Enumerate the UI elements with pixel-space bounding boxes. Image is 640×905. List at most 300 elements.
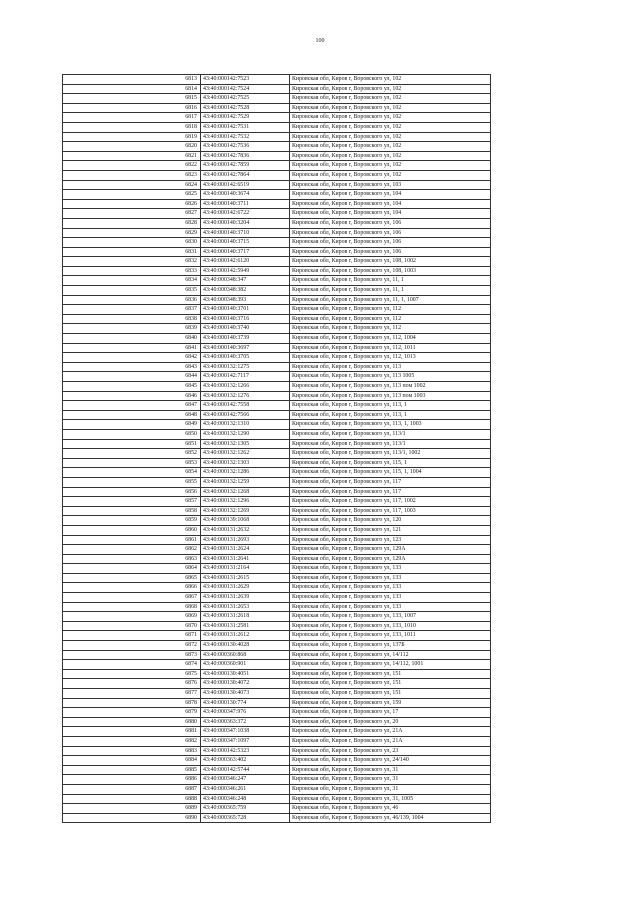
row-number-cell: 6848 [63,410,201,420]
row-number-cell: 6813 [63,75,201,85]
table-row [63,295,491,305]
row-number-cell: 6826 [63,199,201,209]
row-number-cell: 6876 [63,679,201,689]
row-number-cell: 6890 [63,813,201,823]
cadastral-number-cell: 43:40:000131:2615 [201,573,290,583]
table-row [63,151,491,161]
address-cell: Кировская обл, Киров г, Воровского ул, 113/1, 1002 [290,449,491,459]
address-cell: Кировская обл, Киров г, Воровского ул, 113/1 [290,429,491,439]
address-cell: Кировская обл, Киров г, Воровского ул, 129А [290,545,491,555]
address-cell: Кировская обл, Киров г, Воровского ул, 106 [290,238,491,248]
table-row [63,334,491,344]
table-row [63,516,491,526]
row-number-cell: 6861 [63,535,201,545]
address-cell: Кировская обл, Киров г, Воровского ул, 159 [290,698,491,708]
address-cell: Кировская обл, Киров г, Воровского ул, 133, 1007 [290,612,491,622]
row-number-cell: 6875 [63,669,201,679]
row-number-cell: 6862 [63,545,201,555]
row-number-cell: 6820 [63,142,201,152]
row-number-cell: 6857 [63,497,201,507]
address-cell: Кировская обл, Киров г, Воровского ул, 11, 1 [290,286,491,296]
cadastral-number-cell: 43:40:000142:7864 [201,170,290,180]
address-cell: Кировская обл, Киров г, Воровского ул, 123 [290,535,491,545]
address-cell: Кировская обл, Киров г, Воровского ул, 102 [290,142,491,152]
row-number-cell: 6818 [63,122,201,132]
row-number-cell: 6816 [63,103,201,113]
table-row [63,669,491,679]
row-number-cell: 6869 [63,612,201,622]
row-number-cell: 6881 [63,727,201,737]
row-number-cell: 6833 [63,266,201,276]
row-number-cell: 6878 [63,698,201,708]
row-number-cell: 6828 [63,218,201,228]
address-cell: Кировская обл, Киров г, Воровского ул, 112 [290,305,491,315]
table-row [63,477,491,487]
address-cell: Кировская обл, Киров г, Воровского ул, 14/112, 1001 [290,660,491,670]
cadastral-number-cell: 43:40:000348:347 [201,276,290,286]
row-number-cell: 6860 [63,525,201,535]
cadastral-number-cell: 43:40:000132:1310 [201,420,290,430]
row-number-cell: 6852 [63,449,201,459]
cadastral-number-cell: 43:40:000131:2618 [201,612,290,622]
cadastral-number-cell: 43:40:000140:3697 [201,343,290,353]
address-cell: Кировская обл, Киров г, Воровского ул, 108, 1003 [290,266,491,276]
table-row [63,257,491,267]
address-cell: Кировская обл, Киров г, Воровского ул, 112, 1011 [290,343,491,353]
table-row [63,506,491,516]
address-cell: Кировская обл, Киров г, Воровского ул, 113, 1 [290,401,491,411]
cadastral-number-cell: 43:40:000142:7836 [201,151,290,161]
row-number-cell: 6886 [63,775,201,785]
cadastral-number-cell: 43:40:000347:976 [201,708,290,718]
address-cell: Кировская обл, Киров г, Воровского ул, 113, 1, 1003 [290,420,491,430]
address-cell: Кировская обл, Киров г, Воровского ул, 133 [290,593,491,603]
cadastral-number-cell: 43:40:000132:1286 [201,468,290,478]
table-row [63,410,491,420]
cadastral-number-cell: 43:40:000142:5323 [201,746,290,756]
cadastral-number-cell: 43:40:000131:2624 [201,545,290,555]
row-number-cell: 6827 [63,209,201,219]
row-number-cell: 6882 [63,736,201,746]
table-row [63,612,491,622]
address-cell: Кировская обл, Киров г, Воровского ул, 102 [290,161,491,171]
row-number-cell: 6863 [63,554,201,564]
row-number-cell: 6846 [63,391,201,401]
row-number-cell: 6854 [63,468,201,478]
cadastral-number-cell: 43:40:000142:7566 [201,410,290,420]
table-row [63,564,491,574]
address-cell: Кировская обл, Киров г, Воровского ул, 113/1 [290,439,491,449]
cadastral-number-cell: 43:40:000140:3701 [201,305,290,315]
address-cell: Кировская обл, Киров г, Воровского ул, 133 [290,602,491,612]
table-row [63,75,491,85]
cadastral-number-cell: 43:40:000132:1276 [201,391,290,401]
table-row [63,468,491,478]
registry-body [63,75,491,823]
address-cell: Кировская обл, Киров г, Воровского ул, 106 [290,247,491,257]
row-number-cell: 6884 [63,756,201,766]
table-row [63,602,491,612]
cadastral-number-cell: 43:40:000142:7525 [201,94,290,104]
address-cell: Кировская обл, Киров г, Воровского ул, 133, 1011 [290,631,491,641]
cadastral-number-cell: 43:40:000132:1262 [201,449,290,459]
table-row [63,209,491,219]
cadastral-number-cell: 43:40:000142:7523 [201,75,290,85]
cadastral-number-cell: 43:40:000131:2693 [201,535,290,545]
page-number: 100 [315,38,325,44]
cadastral-number-cell: 43:40:000142:7536 [201,142,290,152]
cadastral-number-cell: 43:40:000142:7529 [201,113,290,123]
table-row [63,583,491,593]
table-row [63,535,491,545]
cadastral-number-cell: 43:40:000360:868 [201,650,290,660]
address-cell: Кировская обл, Киров г, Воровского ул, 113 пом 1002 [290,382,491,392]
table-row [63,266,491,276]
row-number-cell: 6829 [63,228,201,238]
table-row [63,545,491,555]
cadastral-number-cell: 43:40:000142:7859 [201,161,290,171]
table-row [63,218,491,228]
cadastral-number-cell: 43:40:000346:248 [201,794,290,804]
table-row [63,756,491,766]
address-cell: Кировская обл, Киров г, Воровского ул, 14/112 [290,650,491,660]
address-cell: Кировская обл, Киров г, Воровского ул, 117 [290,477,491,487]
cadastral-number-cell: 43:40:000140:3705 [201,353,290,363]
address-cell: Кировская обл, Киров г, Воровского ул, 151 [290,669,491,679]
cadastral-number-cell: 43:40:000132:1266 [201,382,290,392]
address-cell: Кировская обл, Киров г, Воровского ул, 23 [290,746,491,756]
address-cell: Кировская обл, Киров г, Воровского ул, 102 [290,113,491,123]
cadastral-number-cell: 43:40:000132:1290 [201,429,290,439]
address-cell: Кировская обл, Киров г, Воровского ул, 102 [290,103,491,113]
address-cell: Кировская обл, Киров г, Воровского ул, 112 [290,324,491,334]
cadastral-number-cell: 43:40:000142:5949 [201,266,290,276]
cadastral-number-cell: 43:40:000365:759 [201,804,290,814]
cadastral-number-cell: 43:40:000140:3717 [201,247,290,257]
table-row [63,679,491,689]
cadastral-number-cell: 43:40:000131:2612 [201,631,290,641]
cadastral-number-cell: 43:40:000142:6519 [201,180,290,190]
address-cell: Кировская обл, Киров г, Воровского ул, 133, 1010 [290,621,491,631]
cadastral-number-cell: 43:40:000348:382 [201,286,290,296]
table-row [63,362,491,372]
cadastral-number-cell: 43:40:000142:5744 [201,765,290,775]
address-cell: Кировская обл, Киров г, Воровского ул, 113 пом 1003 [290,391,491,401]
cadastral-number-cell: 43:40:000132:1259 [201,477,290,487]
row-number-cell: 6889 [63,804,201,814]
cadastral-number-cell: 43:40:000130:774 [201,698,290,708]
table-row [63,449,491,459]
address-cell: Кировская обл, Киров г, Воровского ул, 106 [290,218,491,228]
row-number-cell: 6859 [63,516,201,526]
table-row [63,247,491,257]
row-number-cell: 6834 [63,276,201,286]
row-number-cell: 6817 [63,113,201,123]
row-number-cell: 6865 [63,573,201,583]
row-number-cell: 6840 [63,334,201,344]
row-number-cell: 6870 [63,621,201,631]
address-cell: Кировская обл, Киров г, Воровского ул, 31 [290,765,491,775]
cadastral-number-cell: 43:40:000132:1303 [201,458,290,468]
cadastral-number-cell: 43:40:000140:3674 [201,190,290,200]
table-row [63,420,491,430]
table-row [63,314,491,324]
row-number-cell: 6858 [63,506,201,516]
address-cell: Кировская обл, Киров г, Воровского ул, 46/139, 1004 [290,813,491,823]
cadastral-number-cell: 43:40:000140:3710 [201,228,290,238]
cadastral-number-cell: 43:40:000131:2653 [201,602,290,612]
cadastral-number-cell: 43:40:000142:7558 [201,401,290,411]
address-cell: Кировская обл, Киров г, Воровского ул, 104 [290,199,491,209]
table-row [63,554,491,564]
table-row [63,698,491,708]
table-row [63,775,491,785]
cadastral-number-cell: 43:40:000131:2639 [201,593,290,603]
address-cell: Кировская обл, Киров г, Воровского ул, 113 [290,362,491,372]
cadastral-number-cell: 43:40:000347:1038 [201,727,290,737]
table-row [63,190,491,200]
table-row [63,497,491,507]
table-row [63,94,491,104]
table-row [63,161,491,171]
address-cell: Кировская обл, Киров г, Воровского ул, 24/140 [290,756,491,766]
table-row [63,784,491,794]
row-number-cell: 6853 [63,458,201,468]
cadastral-number-cell: 43:40:000360:901 [201,660,290,670]
address-cell: Кировская обл, Киров г, Воровского ул, 21А [290,727,491,737]
row-number-cell: 6877 [63,689,201,699]
cadastral-number-cell: 43:40:000131:2629 [201,583,290,593]
address-cell: Кировская обл, Киров г, Воровского ул, 151 [290,689,491,699]
address-cell: Кировская обл, Киров г, Воровского ул, 31, 1005 [290,794,491,804]
address-cell: Кировская обл, Киров г, Воровского ул, 117, 1002 [290,497,491,507]
row-number-cell: 6847 [63,401,201,411]
address-cell: Кировская обл, Киров г, Воровского ул, 102 [290,122,491,132]
table-row [63,324,491,334]
address-cell: Кировская обл, Киров г, Воровского ул, 137Б [290,641,491,651]
cadastral-number-cell: 43:40:000132:1275 [201,362,290,372]
table-row [63,113,491,123]
row-number-cell: 6832 [63,257,201,267]
cadastral-number-cell: 43:40:000130:4028 [201,641,290,651]
table-row [63,429,491,439]
address-cell: Кировская обл, Киров г, Воровского ул, 120 [290,516,491,526]
row-number-cell: 6874 [63,660,201,670]
cadastral-number-cell: 43:40:000140:3711 [201,199,290,209]
address-cell: Кировская обл, Киров г, Воровского ул, 113 1005 [290,372,491,382]
property-registry-table [62,74,491,823]
table-row [63,794,491,804]
row-number-cell: 6819 [63,132,201,142]
cadastral-number-cell: 43:40:000140:3716 [201,314,290,324]
address-cell: Кировская обл, Киров г, Воровского ул, 121 [290,525,491,535]
table-row [63,631,491,641]
table-row [63,593,491,603]
row-number-cell: 6850 [63,429,201,439]
table-row [63,804,491,814]
row-number-cell: 6821 [63,151,201,161]
address-cell: Кировская обл, Киров г, Воровского ул, 31 [290,775,491,785]
cadastral-number-cell: 43:40:000132:1305 [201,439,290,449]
row-number-cell: 6849 [63,420,201,430]
table-row [63,353,491,363]
table-row [63,343,491,353]
table-row [63,487,491,497]
row-number-cell: 6825 [63,190,201,200]
row-number-cell: 6841 [63,343,201,353]
table-row [63,708,491,718]
address-cell: Кировская обл, Киров г, Воровского ул, 31 [290,784,491,794]
table-row [63,765,491,775]
cadastral-number-cell: 43:40:000140:3740 [201,324,290,334]
row-number-cell: 6887 [63,784,201,794]
row-number-cell: 6836 [63,295,201,305]
cadastral-number-cell: 43:40:000363:372 [201,717,290,727]
row-number-cell: 6851 [63,439,201,449]
table-row [63,689,491,699]
address-cell: Кировская обл, Киров г, Воровского ул, 102 [290,75,491,85]
cadastral-number-cell: 43:40:000142:7532 [201,132,290,142]
cadastral-number-cell: 43:40:000132:1268 [201,487,290,497]
table-row [63,401,491,411]
address-cell: Кировская обл, Киров г, Воровского ул, 46 [290,804,491,814]
cadastral-number-cell: 43:40:000142:7524 [201,84,290,94]
cadastral-number-cell: 43:40:000131:2581 [201,621,290,631]
table-row [63,813,491,823]
row-number-cell: 6845 [63,382,201,392]
address-cell: Кировская обл, Киров г, Воровского ул, 102 [290,94,491,104]
address-cell: Кировская обл, Киров г, Воровского ул, 21А [290,736,491,746]
row-number-cell: 6885 [63,765,201,775]
table-row [63,103,491,113]
table-row [63,286,491,296]
address-cell: Кировская обл, Киров г, Воровского ул, 117 [290,487,491,497]
cadastral-number-cell: 43:40:000132:1296 [201,497,290,507]
row-number-cell: 6864 [63,564,201,574]
address-cell: Кировская обл, Киров г, Воровского ул, 102 [290,84,491,94]
cadastral-number-cell: 43:40:000131:2164 [201,564,290,574]
address-cell: Кировская обл, Киров г, Воровского ул, 106 [290,228,491,238]
table-row [63,132,491,142]
table-row [63,573,491,583]
table-row [63,84,491,94]
table-row [63,439,491,449]
table-row [63,746,491,756]
table-row [63,736,491,746]
cadastral-number-cell: 43:40:000140:3715 [201,238,290,248]
address-cell: Кировская обл, Киров г, Воровского ул, 113, 1 [290,410,491,420]
address-cell: Кировская обл, Киров г, Воровского ул, 102 [290,151,491,161]
table-row [63,122,491,132]
row-number-cell: 6871 [63,631,201,641]
table-row [63,621,491,631]
cadastral-number-cell: 43:40:000130:4073 [201,689,290,699]
address-cell: Кировская обл, Киров г, Воровского ул, 115, 1, 1004 [290,468,491,478]
address-cell: Кировская обл, Киров г, Воровского ул, 151 [290,679,491,689]
cadastral-number-cell: 43:40:000131:2632 [201,525,290,535]
address-cell: Кировская обл, Киров г, Воровского ул, 112, 1004 [290,334,491,344]
table-row [63,391,491,401]
table-row [63,717,491,727]
row-number-cell: 6872 [63,641,201,651]
cadastral-number-cell: 43:40:000139:1068 [201,516,290,526]
cadastral-number-cell: 43:40:000348:393 [201,295,290,305]
row-number-cell: 6838 [63,314,201,324]
address-cell: Кировская обл, Киров г, Воровского ул, 102 [290,132,491,142]
table-row [63,458,491,468]
table-row [63,199,491,209]
table-row [63,238,491,248]
table-row [63,727,491,737]
address-cell: Кировская обл, Киров г, Воровского ул, 104 [290,209,491,219]
address-cell: Кировская обл, Киров г, Воровского ул, 133 [290,583,491,593]
address-cell: Кировская обл, Киров г, Воровского ул, 11, 1 [290,276,491,286]
row-number-cell: 6830 [63,238,201,248]
table-row [63,276,491,286]
row-number-cell: 6855 [63,477,201,487]
table-row [63,228,491,238]
address-cell: Кировская обл, Киров г, Воровского ул, 129А [290,554,491,564]
address-cell: Кировская обл, Киров г, Воровского ул, 117, 1003 [290,506,491,516]
table-row [63,650,491,660]
row-number-cell: 6823 [63,170,201,180]
cadastral-number-cell: 43:40:000132:1269 [201,506,290,516]
address-cell: Кировская обл, Киров г, Воровского ул, 108, 1002 [290,257,491,267]
row-number-cell: 6867 [63,593,201,603]
address-cell: Кировская обл, Киров г, Воровского ул, 20 [290,717,491,727]
cadastral-number-cell: 43:40:000365:728 [201,813,290,823]
row-number-cell: 6831 [63,247,201,257]
cadastral-number-cell: 43:40:000130:4072 [201,679,290,689]
cadastral-number-cell: 43:40:000347:1097 [201,736,290,746]
row-number-cell: 6866 [63,583,201,593]
row-number-cell: 6883 [63,746,201,756]
cadastral-number-cell: 43:40:000131:2641 [201,554,290,564]
table-row [63,170,491,180]
row-number-cell: 6815 [63,94,201,104]
row-number-cell: 6879 [63,708,201,718]
cadastral-number-cell: 43:40:000142:7531 [201,122,290,132]
address-cell: Кировская обл, Киров г, Воровского ул, 17 [290,708,491,718]
cadastral-number-cell: 43:40:000130:4051 [201,669,290,679]
row-number-cell: 6888 [63,794,201,804]
address-cell: Кировская обл, Киров г, Воровского ул, 133 [290,564,491,574]
row-number-cell: 6868 [63,602,201,612]
row-number-cell: 6856 [63,487,201,497]
address-cell: Кировская обл, Киров г, Воровского ул, 112 [290,314,491,324]
row-number-cell: 6835 [63,286,201,296]
address-cell: Кировская обл, Киров г, Воровского ул, 115, 1 [290,458,491,468]
row-number-cell: 6873 [63,650,201,660]
row-number-cell: 6880 [63,717,201,727]
address-cell: Кировская обл, Киров г, Воровского ул, 133 [290,573,491,583]
row-number-cell: 6814 [63,84,201,94]
address-cell: Кировская обл, Киров г, Воровского ул, 102 [290,170,491,180]
cadastral-number-cell: 43:40:000142:7117 [201,372,290,382]
address-cell: Кировская обл, Киров г, Воровского ул, 112, 1013 [290,353,491,363]
row-number-cell: 6822 [63,161,201,171]
table-row [63,305,491,315]
address-cell: Кировская обл, Киров г, Воровского ул, 11, 1, 1007 [290,295,491,305]
cadastral-number-cell: 43:40:000142:6722 [201,209,290,219]
cadastral-number-cell: 43:40:000346:247 [201,775,290,785]
address-cell: Кировская обл, Киров г, Воровского ул, 103 [290,180,491,190]
cadastral-number-cell: 43:40:000140:3204 [201,218,290,228]
address-cell: Кировская обл, Киров г, Воровского ул, 104 [290,190,491,200]
table-row [63,525,491,535]
cadastral-number-cell: 43:40:000363:402 [201,756,290,766]
table-row [63,180,491,190]
